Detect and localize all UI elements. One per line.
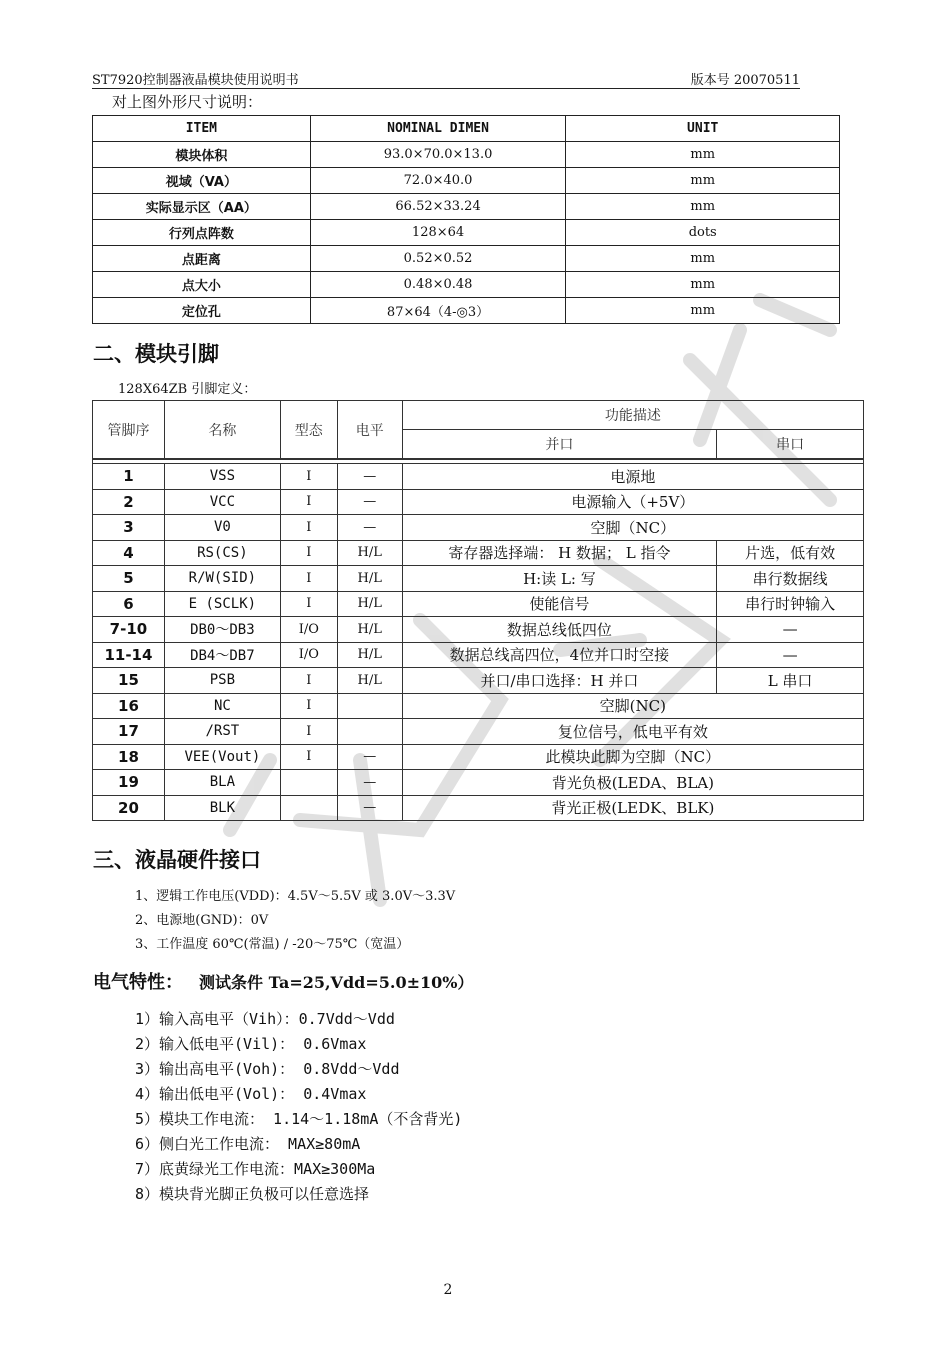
pin-parallel-cell: H:读 L: 写 — [402, 566, 716, 592]
pin-name-cell: V0 — [164, 515, 280, 541]
header-cell: ITEM — [93, 116, 311, 142]
pin-parallel-cell: 并口/串口选择：H 并口 — [402, 668, 716, 694]
list-item: 2）输入低电平(Vil)： 0.6Vmax — [135, 1035, 367, 1053]
pin-parallel-cell: 使能信号 — [402, 591, 716, 617]
pin-number-cell: 15 — [93, 668, 165, 694]
list-item: 4）输出低电平(Vol)： 0.4Vmax — [135, 1085, 367, 1103]
pin-parallel-cell: 寄存器选择端： H 数据； L 指令 — [402, 540, 716, 566]
pin-name-cell: DB0～DB3 — [164, 617, 280, 643]
table-row — [93, 668, 864, 694]
value-cell: 0.52×0.52 — [310, 246, 566, 272]
pin-number-cell: 2 — [93, 489, 165, 515]
pin-function-cell: 背光正极(LEDK、BLK) — [402, 795, 863, 821]
pin-name-cell: VSS — [164, 464, 280, 490]
header-parallel: 并口 — [402, 430, 716, 460]
value-cell: 72.0×40.0 — [310, 168, 566, 194]
pin-number-cell: 16 — [93, 693, 165, 719]
pin-type-cell: I — [280, 464, 337, 490]
pin-number-cell: 11-14 — [93, 642, 165, 668]
pin-name-cell: /RST — [164, 719, 280, 745]
pin-number-cell: 1 — [93, 464, 165, 490]
electrical-title: 电气特性： — [93, 972, 183, 993]
unit-cell: mm — [566, 194, 840, 220]
pin-serial-cell: 串行数据线 — [717, 566, 864, 592]
pin-level-cell: H/L — [337, 668, 402, 694]
unit-cell: mm — [566, 272, 840, 298]
item-cell: 点距离 — [93, 246, 311, 272]
pin-parallel-cell: 数据总线低四位 — [402, 617, 716, 643]
item-cell: 点大小 — [93, 272, 311, 298]
pin-serial-cell: 片选，低有效 — [717, 540, 864, 566]
table-row — [93, 795, 864, 821]
pin-caption: 128X64ZB 引脚定义： — [118, 382, 257, 397]
dims-caption: 对上图外形尺寸说明： — [112, 93, 263, 111]
value-cell: 93.0×70.0×13.0 — [310, 142, 566, 168]
page-header — [92, 68, 800, 89]
doc-version: 版本号 20070511 — [690, 73, 800, 88]
pin-serial-cell: — — [717, 642, 864, 668]
pin-type-cell: I — [280, 591, 337, 617]
table-row — [93, 744, 864, 770]
unit-cell: mm — [566, 168, 840, 194]
table-row — [93, 168, 840, 194]
unit-cell: mm — [566, 298, 840, 324]
table-row — [93, 246, 840, 272]
pin-name-cell: VEE(Vout) — [164, 744, 280, 770]
test-condition: 测试条件 Ta=25,Vdd=5.0±10%） — [199, 973, 474, 992]
header-cell: NOMINAL DIMEN — [310, 116, 566, 142]
table-row — [93, 642, 864, 668]
pin-name-cell: BLA — [164, 770, 280, 796]
table-header-row — [93, 116, 840, 142]
list-item: 6）侧白光工作电流： MAX≥80mA — [135, 1135, 361, 1153]
table-header-row — [93, 401, 864, 430]
list-item: 7）底黄绿光工作电流：MAX≥300Ma — [135, 1160, 376, 1178]
table-row — [93, 719, 864, 745]
pin-level-cell: H/L — [337, 617, 402, 643]
pin-function-cell: 空脚(NC) — [402, 693, 863, 719]
pin-number-cell: 5 — [93, 566, 165, 592]
pin-function-cell: 此模块此脚为空脚（NC） — [402, 744, 863, 770]
pin-level-cell: — — [337, 489, 402, 515]
header-serial: 串口 — [717, 430, 864, 460]
pin-number-cell: 17 — [93, 719, 165, 745]
list-item: 8）模块背光脚正负极可以任意选择 — [135, 1185, 370, 1203]
pin-table — [92, 400, 864, 821]
table-row — [93, 489, 864, 515]
dimensions-table — [92, 115, 840, 324]
pin-type-cell: I — [280, 693, 337, 719]
pin-number-cell: 20 — [93, 795, 165, 821]
table-row — [93, 540, 864, 566]
pin-number-cell: 6 — [93, 591, 165, 617]
header-pin: 管脚序 — [93, 401, 165, 460]
pin-name-cell: DB4～DB7 — [164, 642, 280, 668]
item-cell: 行列点阵数 — [93, 220, 311, 246]
pin-parallel-cell: 数据总线高四位，4位并口时空接 — [402, 642, 716, 668]
pin-level-cell: — — [337, 464, 402, 490]
electrical-list — [135, 1008, 462, 1208]
pin-number-cell: 3 — [93, 515, 165, 541]
pin-type-cell: I — [280, 540, 337, 566]
pin-type-cell: I — [280, 515, 337, 541]
pin-name-cell: RS(CS) — [164, 540, 280, 566]
table-row — [93, 591, 864, 617]
pin-type-cell: I — [280, 744, 337, 770]
pin-number-cell: 4 — [93, 540, 165, 566]
pin-level-cell — [337, 719, 402, 745]
hardware-list — [135, 885, 455, 957]
value-cell: 0.48×0.48 — [310, 272, 566, 298]
unit-cell: dots — [566, 220, 840, 246]
pin-serial-cell: 串行时钟输入 — [717, 591, 864, 617]
pin-type-cell — [280, 795, 337, 821]
pin-name-cell: VCC — [164, 489, 280, 515]
pin-level-cell: H/L — [337, 642, 402, 668]
table-row — [93, 220, 840, 246]
list-item: 1、逻辑工作电压(VDD)：4.5V～5.5V 或 3.0V～3.3V — [135, 889, 456, 904]
pin-level-cell: H/L — [337, 591, 402, 617]
pin-level-cell: H/L — [337, 540, 402, 566]
pin-level-cell: — — [337, 515, 402, 541]
header-type: 型态 — [280, 401, 337, 460]
pin-name-cell: E (SCLK) — [164, 591, 280, 617]
table-row — [93, 515, 864, 541]
table-row — [93, 142, 840, 168]
table-row — [93, 464, 864, 490]
pin-type-cell: I — [280, 566, 337, 592]
value-cell: 66.52×33.24 — [310, 194, 566, 220]
header-level: 电平 — [337, 401, 402, 460]
electrical-heading — [93, 968, 473, 994]
item-cell: 视域（VA） — [93, 168, 311, 194]
pin-level-cell: H/L — [337, 566, 402, 592]
doc-title: ST7920控制器液晶模块使用说明书 — [92, 73, 299, 88]
item-cell: 实际显示区（AA） — [93, 194, 311, 220]
pin-name-cell: NC — [164, 693, 280, 719]
item-cell: 定位孔 — [93, 298, 311, 324]
table-row — [93, 770, 864, 796]
header-function: 功能描述 — [402, 401, 863, 430]
pin-number-cell: 18 — [93, 744, 165, 770]
list-item: 3、工作温度 60℃(常温) / -20～75℃（宽温） — [135, 937, 410, 952]
pin-type-cell: I/O — [280, 642, 337, 668]
table-row — [93, 272, 840, 298]
section-title-hardware: 三、液晶硬件接口 — [93, 848, 261, 872]
pin-function-cell: 空脚（NC） — [402, 515, 863, 541]
pin-name-cell: R/W(SID) — [164, 566, 280, 592]
pin-name-cell: PSB — [164, 668, 280, 694]
unit-cell: mm — [566, 142, 840, 168]
pin-type-cell — [280, 770, 337, 796]
pin-level-cell — [337, 693, 402, 719]
header-name: 名称 — [164, 401, 280, 460]
table-row — [93, 693, 864, 719]
value-cell: 87×64（4-◎3） — [310, 298, 566, 324]
header-cell: UNIT — [566, 116, 840, 142]
table-row — [93, 617, 864, 643]
unit-cell: mm — [566, 246, 840, 272]
pin-function-cell: 复位信号，低电平有效 — [402, 719, 863, 745]
pin-function-cell: 电源输入（+5V） — [402, 489, 863, 515]
pin-type-cell: I — [280, 489, 337, 515]
page-number: 2 — [443, 1282, 453, 1298]
pin-level-cell: — — [337, 770, 402, 796]
pin-number-cell: 19 — [93, 770, 165, 796]
table-row — [93, 566, 864, 592]
pin-type-cell: I — [280, 719, 337, 745]
section-title-pins: 二、模块引脚 — [93, 342, 219, 366]
pin-level-cell: — — [337, 795, 402, 821]
pin-function-cell: 电源地 — [402, 464, 863, 490]
value-cell: 128×64 — [310, 220, 566, 246]
pin-serial-cell: L 串口 — [717, 668, 864, 694]
list-item: 5）模块工作电流： 1.14～1.18mA（不含背光) — [135, 1110, 463, 1128]
list-item: 1）输入高电平（Vih）：0.7Vdd～Vdd — [135, 1010, 395, 1028]
pin-name-cell: BLK — [164, 795, 280, 821]
item-cell: 模块体积 — [93, 142, 311, 168]
pin-type-cell: I — [280, 668, 337, 694]
pin-number-cell: 7-10 — [93, 617, 165, 643]
pin-level-cell: — — [337, 744, 402, 770]
table-row — [93, 194, 840, 220]
pin-serial-cell: — — [717, 617, 864, 643]
pin-function-cell: 背光负极(LEDA、BLA) — [402, 770, 863, 796]
list-item: 3）输出高电平(Voh)： 0.8Vdd～Vdd — [135, 1060, 400, 1078]
pin-type-cell: I/O — [280, 617, 337, 643]
list-item: 2、电源地(GND)：0V — [135, 913, 269, 928]
table-row — [93, 298, 840, 324]
